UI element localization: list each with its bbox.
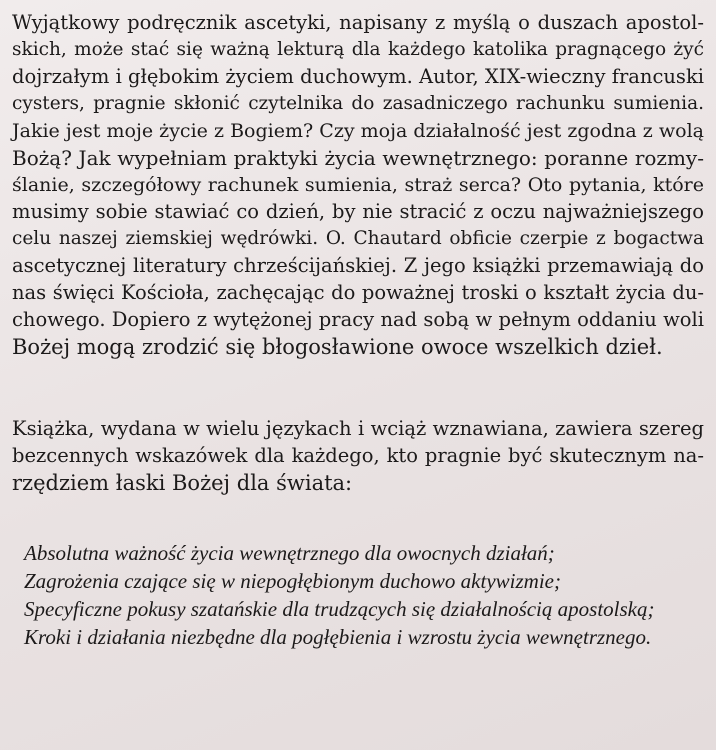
list-item: Zagrożenia czające się w niepogłębionym duchowo aktywizmie; bbox=[24, 569, 561, 593]
text-line: skich, może stać się ważną lekturą dla każdego katolika pragnącego żyć bbox=[12, 39, 704, 60]
text-line: rzędziem łaski Bożej dla świata: bbox=[12, 471, 353, 495]
list-item: Specyficzne pokusy szatańskie dla trudzących się działalnością apostolską; bbox=[24, 597, 655, 621]
list-item: Absolutna ważność życia wewnętrznego dla owocnych działań; bbox=[24, 541, 555, 565]
text-line: musimy sobie stawiać co dzień, by nie stracić z oczu najważniejszego bbox=[12, 200, 704, 223]
text-line: dojrzałym i głębokim życiem duchowym. Autor, XIX-wieczny francuski bbox=[12, 65, 704, 88]
text-line: Bożej mogą zrodzić się błogosławione owoce wszelkich dzieł. bbox=[12, 335, 663, 359]
text-line: bezcennych wskazówek dla każdego, kto pragnie być skutecznym na- bbox=[12, 444, 704, 467]
text-line: Jakie jest moje życie z Bogiem? Czy moja działalność jest zgodna z wolą bbox=[12, 120, 704, 142]
text-line: cysters, pragnie skłonić czytelnika do zasadniczego rachunku sumienia. bbox=[12, 93, 704, 114]
text-line: celu naszej ziemskiej wędrówki. O. Chautard obficie czerpie z bogactwa bbox=[12, 228, 704, 249]
text-line: ślanie, szczegółowy rachunek sumienia, straż serca? Oto pytania, które bbox=[12, 174, 704, 196]
text-line: Bożą? Jak wypełniam praktyki życia wewnętrznego: poranne rozmy- bbox=[12, 146, 704, 170]
text-line: ascetycznej literatury chrześcijańskiej. Z jego książki przemawiają do bbox=[12, 254, 704, 277]
text-line: Książka, wydana w wielu językach i wciąż wznawiana, zawiera szereg bbox=[12, 417, 704, 440]
text-line: Wyjątkowy podręcznik ascetyki, napisany z myślą o duszach apostol- bbox=[12, 11, 704, 34]
list-item: Kroki i działania niezbędne dla pogłębienia i wzrostu życia wewnętrznego. bbox=[24, 625, 652, 649]
text-line: chowego. Dopiero z wytężonej pracy nad sobą w pełnym oddaniu woli bbox=[12, 308, 704, 331]
text-line: nas święci Kościoła, zachęcając do poważnej troski o kształt życia du- bbox=[12, 281, 704, 304]
